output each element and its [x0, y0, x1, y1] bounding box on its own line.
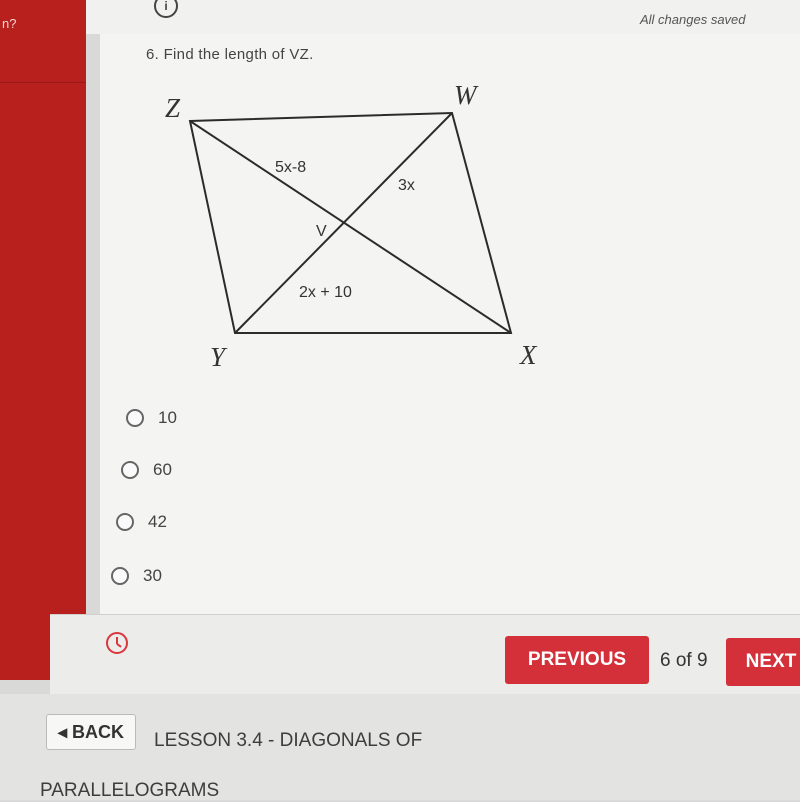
- vertex-label-w: W: [454, 80, 477, 110]
- vertex-label-x: X: [520, 340, 537, 370]
- radio-button[interactable]: [116, 513, 134, 531]
- vertex-label-y: Y: [210, 342, 226, 372]
- radio-button[interactable]: [111, 567, 129, 585]
- answer-choice[interactable]: [121, 460, 172, 480]
- next-button[interactable]: NEXT: [726, 638, 800, 686]
- choice-label: 60: [153, 460, 172, 479]
- question-text: 6. Find the length of VZ.: [146, 46, 314, 63]
- choice-label: 10: [158, 408, 177, 427]
- radio-button[interactable]: [126, 409, 144, 427]
- info-icon[interactable]: i: [154, 0, 178, 18]
- back-button[interactable]: ◂ BACK: [46, 714, 136, 750]
- radio-button[interactable]: [121, 461, 139, 479]
- save-status: All changes saved: [640, 12, 746, 27]
- segment-label-vw: 3x: [398, 177, 415, 194]
- choice-label: 42: [148, 512, 167, 531]
- segment-label-yv: 2x + 10: [299, 284, 352, 301]
- lesson-title-continued: PARALLELOGRAMS: [40, 780, 220, 801]
- clock-icon[interactable]: [106, 632, 128, 654]
- answer-choice[interactable]: [116, 512, 167, 532]
- page-count: 6 of 9: [660, 650, 708, 671]
- answer-choice[interactable]: [126, 408, 177, 428]
- lesson-title: LESSON 3.4 - DIAGONALS OF: [154, 730, 423, 751]
- side-panel-text: n?: [2, 16, 17, 31]
- vertex-label-z: Z: [165, 93, 181, 123]
- segment-label-zv: 5x-8: [275, 159, 307, 176]
- center-label-v: V: [316, 223, 327, 240]
- choice-label: 30: [143, 566, 162, 585]
- answer-choice[interactable]: [111, 566, 162, 586]
- previous-button[interactable]: PREVIOUS: [505, 636, 649, 684]
